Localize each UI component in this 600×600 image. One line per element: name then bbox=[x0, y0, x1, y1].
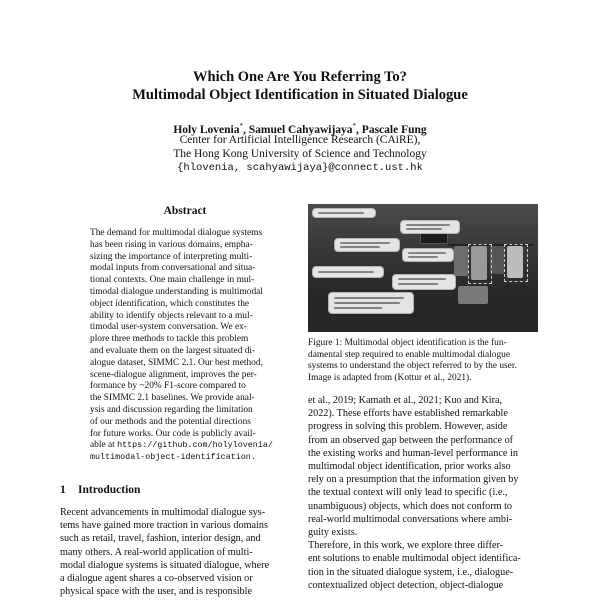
figure-garment bbox=[458, 286, 488, 304]
abstract-line: tional contexts. One main challenge in mul- bbox=[90, 275, 255, 286]
abstract-line: for future works. Our code is publicly avail- bbox=[90, 428, 256, 439]
right-column-line: contextualized object detection, object-dialogue bbox=[308, 579, 504, 591]
right-column-line: unambiguous) objects, which does not conform to bbox=[308, 500, 512, 512]
caption-line: Figure 1: Multimodal object identification is the fun- bbox=[308, 338, 507, 348]
right-column-line: tion in the situated dialogue system, i.e., dialogue- bbox=[308, 566, 514, 578]
section-number: 1 bbox=[60, 484, 66, 496]
introduction-line: a dialogue agent shares a co-observed vision or bbox=[60, 573, 253, 584]
code-repository-link[interactable]: https://github.com/holylovenia/ bbox=[117, 440, 273, 451]
dialogue-bubble-system bbox=[392, 274, 456, 290]
dialogue-bubble-system bbox=[402, 248, 454, 262]
abstract-heading: Abstract bbox=[163, 205, 207, 217]
dialogue-bubble-user bbox=[328, 292, 414, 314]
dialogue-bubble-user bbox=[312, 208, 376, 218]
right-column-line: from an observed gap between the performance of bbox=[308, 434, 514, 446]
abstract-line: modal inputs from conversational and situa- bbox=[90, 263, 256, 274]
abstract-line: sizing the importance of interpreting multi- bbox=[90, 251, 253, 262]
introduction-line: physical space with the user, and is responsible bbox=[60, 586, 252, 598]
author-email: {hlovenia, scahyawijaya}@connect.ust.hk bbox=[177, 162, 423, 174]
abstract-line: and evaluate them on the largest situated di- bbox=[90, 346, 256, 356]
abstract-line: ysis and discussion regarding the limitation bbox=[90, 405, 253, 415]
right-column-line: the textual context will only lead to specific (i.e., bbox=[308, 487, 508, 499]
abstract-line: has been rising in various domains, empha- bbox=[90, 239, 253, 250]
figure-bounding-box bbox=[504, 244, 528, 282]
introduction-line: modal dialogue systems is situated dialogue, where bbox=[60, 559, 270, 571]
abstract-line: The demand for multimodal dialogue systems bbox=[90, 228, 263, 238]
abstract-line: timodal dialogue understanding is multimodal bbox=[90, 287, 263, 297]
caption-line: systems to understand the object referred to by the user. bbox=[308, 361, 517, 372]
affiliation-line-2: The Hong Kong University of Science and Technology bbox=[173, 148, 427, 160]
section-title: Introduction bbox=[78, 484, 141, 496]
abstract-line: object identification, which constitutes the bbox=[90, 298, 250, 309]
dialogue-bubble-user bbox=[334, 238, 400, 252]
abstract-line: scene-dialogue alignment, improves the per- bbox=[90, 369, 257, 380]
right-column-line: multimodal object identification, prior works also bbox=[308, 461, 511, 472]
abstract-line: timodal user-system conversation. We ex- bbox=[90, 322, 247, 333]
paper-title-line-2: Multimodal Object Identification in Situated Dialogue bbox=[132, 87, 468, 103]
abstract-line: the SIMMC 2.1 baselines. We provide anal- bbox=[90, 393, 255, 404]
code-repository-link-continued[interactable]: multimodal-object-identification. bbox=[90, 452, 256, 463]
abstract-line: alogue dataset, SIMMC 2.1. Our best method, bbox=[90, 357, 263, 368]
introduction-line: such as retail, travel, fashion, interior design, and bbox=[60, 533, 261, 545]
dialogue-bubble-system bbox=[400, 220, 460, 234]
right-column-line: ent solutions to enable multimodal object identifica- bbox=[308, 553, 521, 565]
caption-line: damental step required to enable multimodal dialogue bbox=[308, 349, 511, 360]
dialogue-bubble-user bbox=[312, 266, 384, 278]
affiliation-line-1: Center for Artificial Intelligence Research (CAiRE), bbox=[179, 134, 421, 146]
right-column-line: the existing works and human-level performance in bbox=[308, 447, 518, 459]
caption-line: Image is adapted from (Kottur et al., 2021). bbox=[308, 372, 472, 383]
right-column-line: progress in solving this problem. However, aside bbox=[308, 421, 508, 433]
introduction-line: Recent advancements in multimodal dialogue sys- bbox=[60, 507, 266, 518]
abstract-code-link-line bbox=[90, 440, 273, 451]
right-column-line: real-world multimodal conversations where ambi- bbox=[308, 513, 513, 525]
right-column-line: guity exists. bbox=[308, 527, 358, 538]
abstract-code-prefix: able at bbox=[90, 440, 115, 451]
section-heading-introduction bbox=[60, 484, 140, 496]
right-column-line: 2022). These efforts have established remarkable bbox=[308, 408, 508, 420]
introduction-line: tems have gained more traction in various domains bbox=[60, 520, 268, 532]
figure-bounding-box bbox=[468, 244, 492, 284]
abstract-line: ability to identify objects relevant to a mul- bbox=[90, 310, 253, 321]
abstract-line: formance by ~20% F1-score compared to bbox=[90, 381, 246, 392]
abstract-line: plore three methods to tackle this problem bbox=[90, 334, 249, 345]
paper-title-line-1: Which One Are You Referring To? bbox=[193, 69, 407, 85]
figure-garment bbox=[490, 246, 504, 274]
figure-1-image bbox=[308, 204, 538, 332]
right-column-line: et al., 2019; Kamath et al., 2021; Kuo and Kira, bbox=[308, 395, 503, 406]
introduction-line: many others. A real-world application of multi- bbox=[60, 546, 253, 558]
figure-garment bbox=[454, 246, 468, 276]
abstract-line: of our methods and the potential directions bbox=[90, 416, 251, 427]
right-column-line: rely on a presumption that the information given by bbox=[308, 474, 519, 486]
right-column-line: Therefore, in this work, we explore three differ- bbox=[308, 540, 504, 552]
author-list: Holy Lovenia*, Samuel Cahyawijaya*, Pascale Fung bbox=[173, 122, 427, 136]
